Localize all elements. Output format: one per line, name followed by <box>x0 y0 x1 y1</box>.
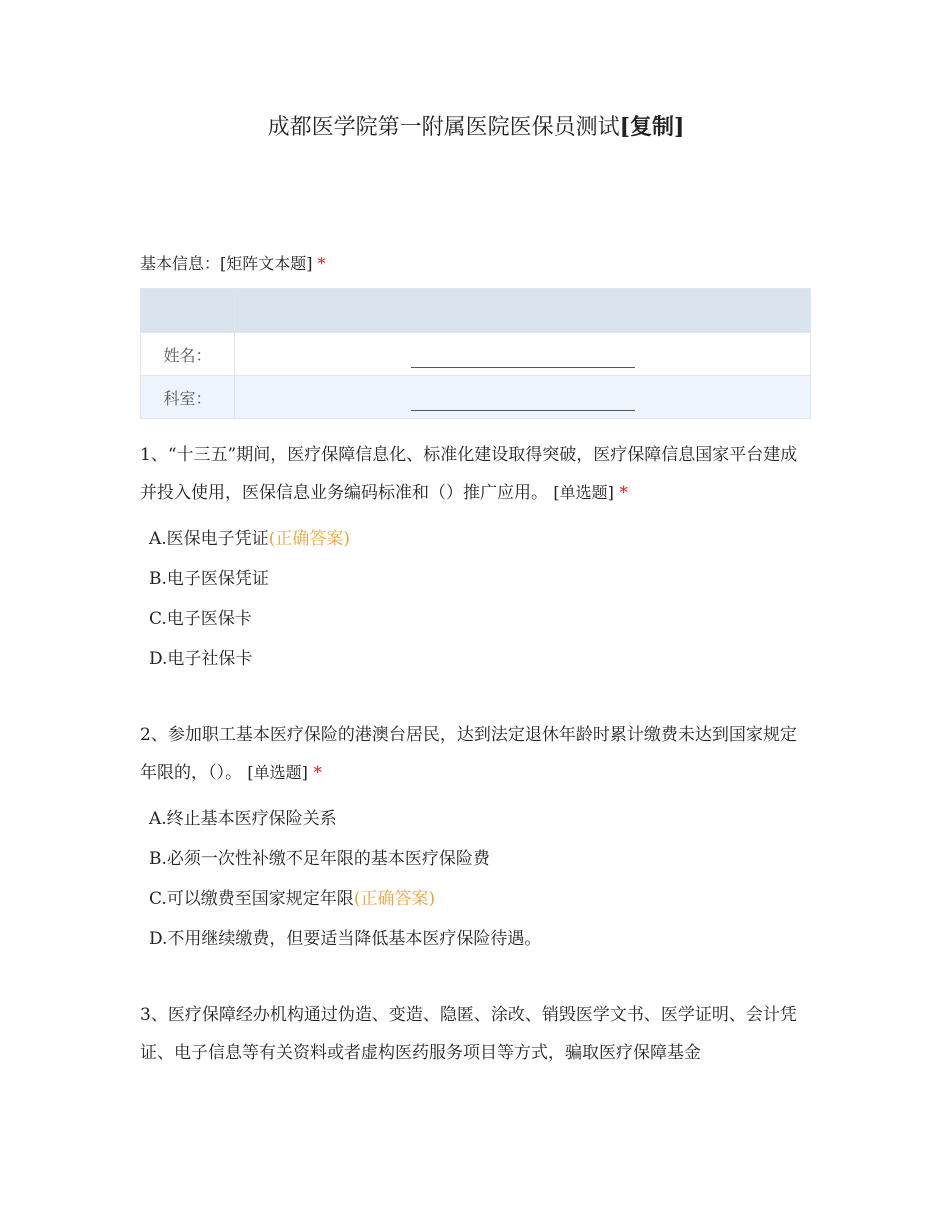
option-text: B.电子医保凭证 <box>149 569 269 589</box>
option-text: C.电子医保卡 <box>149 609 252 629</box>
matrix-row-name <box>141 333 811 376</box>
question-1-option-d[interactable] <box>149 647 252 671</box>
basic-info-text: 基本信息：[矩阵文本题] <box>140 254 313 273</box>
title-suffix: [复制] <box>619 114 685 140</box>
question-3 <box>140 996 812 1072</box>
matrix-header-row <box>141 289 811 333</box>
name-label: 姓名： <box>141 333 235 376</box>
correct-answer-tag: (正确答案) <box>268 529 350 549</box>
correct-answer-tag: (正确答案) <box>353 889 436 909</box>
department-input[interactable] <box>411 390 635 411</box>
name-input-cell <box>235 333 811 376</box>
option-text: A.医保电子凭证 <box>149 529 269 549</box>
name-input[interactable] <box>411 347 635 368</box>
question-1-option-b[interactable] <box>149 567 269 591</box>
basic-info-label <box>140 252 326 276</box>
question-1 <box>140 436 812 512</box>
question-2-option-a[interactable] <box>149 807 337 831</box>
option-text: A.终止基本医疗保险关系 <box>149 809 337 829</box>
question-2-required: * <box>313 763 322 783</box>
required-mark: * <box>317 254 326 273</box>
question-2-option-b[interactable] <box>149 847 490 871</box>
question-1-text: 1、“十三五”期间，医疗保障信息化、标准化建设取得突破，医疗保障信息国家平台建成并投入使用，医保信息业务编码标准和（）推广应用。 <box>140 445 798 503</box>
question-2-type: [单选题] <box>247 763 308 782</box>
basic-info-matrix <box>140 288 811 419</box>
option-text: B.必须一次性补缴不足年限的基本医疗保险费 <box>149 849 490 869</box>
question-1-option-c[interactable] <box>149 607 252 631</box>
question-2-text: 2、参加职工基本医疗保险的港澳台居民，达到法定退休年龄时累计缴费未达到国家规定年限的，（）。 <box>140 725 797 783</box>
question-2-option-c[interactable] <box>149 887 435 911</box>
option-text: D.电子社保卡 <box>149 649 253 669</box>
question-1-type: [单选题] <box>553 483 614 502</box>
option-text: D.不用继续缴费，但要适当降低基本医疗保险待遇。 <box>149 929 542 949</box>
question-2 <box>140 716 812 792</box>
title-main: 成都医学院第一附属医院医保员测试 <box>267 115 620 140</box>
department-input-cell <box>235 376 811 419</box>
question-3-text: 3、医疗保障经办机构通过伪造、变造、隐匿、涂改、销毁医学文书、医学证明、会计凭证、电子信息等有关资料或者虚构医药服务项目等方式，骗取医疗保障基金 <box>140 1005 797 1063</box>
question-1-option-a[interactable] <box>149 527 350 551</box>
matrix-header-cell <box>235 289 811 333</box>
question-1-required: * <box>619 483 628 503</box>
page-title <box>140 112 812 143</box>
department-label: 科室： <box>141 376 235 419</box>
option-text: C.可以缴费至国家规定年限 <box>149 889 354 909</box>
matrix-row-department <box>141 376 811 419</box>
question-2-option-d[interactable] <box>149 927 541 951</box>
matrix-header-cell <box>141 289 235 333</box>
